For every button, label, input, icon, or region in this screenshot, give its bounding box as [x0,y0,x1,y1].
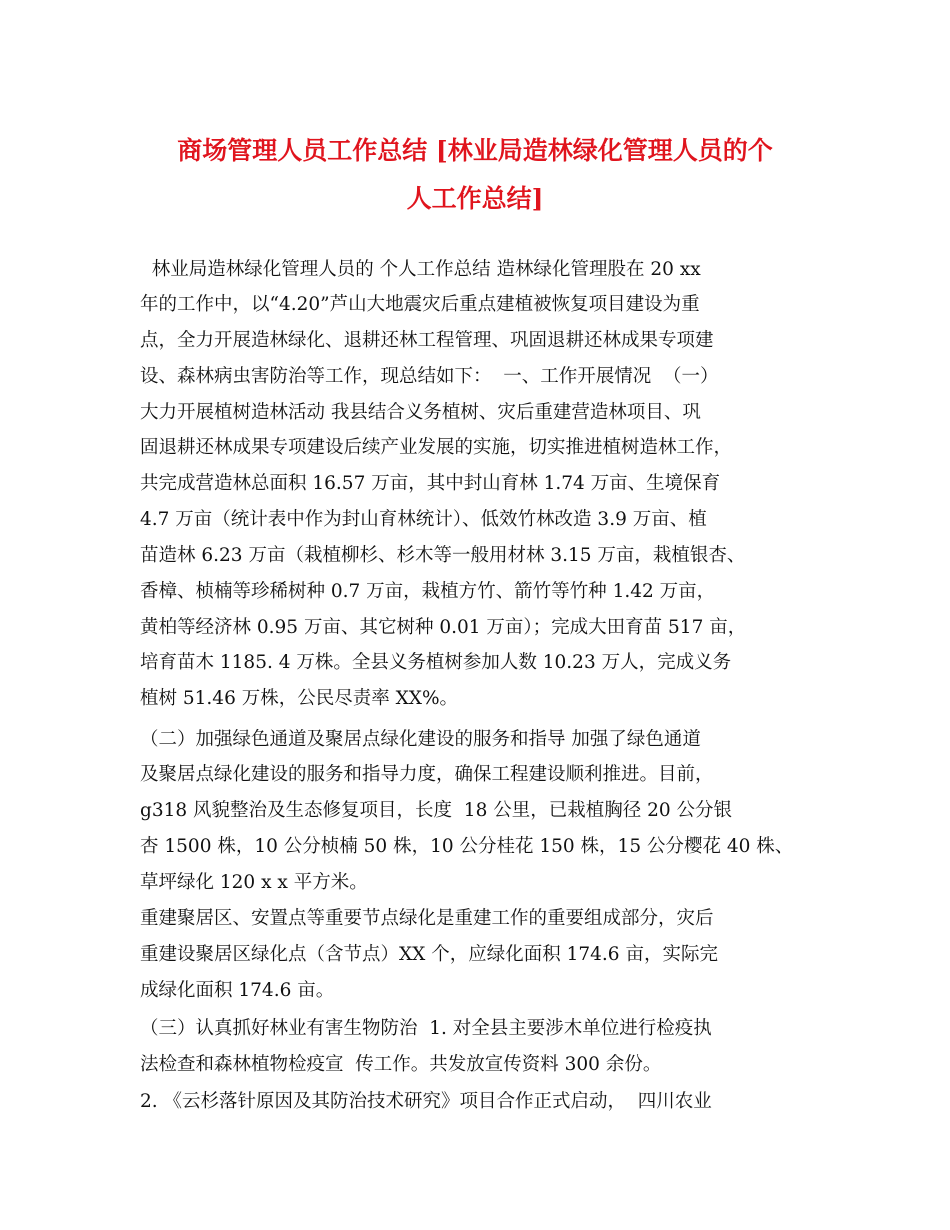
body-text-line: 固退耕还林成果专项建设后续产业发展的实施，切实推进植树造林工作， [140,437,733,458]
body-text-line: 黄柏等经济林 0.95 万亩、其它树种 0.01 万亩）；完成大田育苗 517 亩， [140,617,747,638]
body-text-line: 重建聚居区、安置点等重要节点绿化是重建工作的重要组成部分，灾后 [140,908,714,929]
body-text-line: 杏 1500 株，10 公分桢楠 50 株，10 公分桂花 150 株，15 公分樱花 40 株、 [140,836,794,857]
body-text-line: 香樟、桢楠等珍稀树种 0.7 万亩，栽植方竹、箭竹等竹种 1.42 万亩， [140,581,716,602]
body-text-line: 2. 《云杉落针原因及其防治技术研究》项目合作正式启动， 四川农业 [140,1091,712,1112]
body-text-line: 培育苗木 1185. 4 万株。全县义务植树参加人数 10.23 万人，完成义务 [140,652,732,673]
body-text-line: 法检查和森林植物检疫宣 传工作。共发放宣传资料 300 余份。 [140,1054,662,1075]
body-text-line: g318 风貌整治及生态修复项目，长度 18 公里，已栽植胸径 20 公分银 [140,800,733,821]
body-text-line: 共完成营造林总面积 16.57 万亩，其中封山育林 1.74 万亩、生境保育 [140,473,721,494]
body-text-line: 及聚居点绿化建设的服务和指导力度，确保工程建设顺利推进。目前， [140,764,714,785]
body-text-line: 苗造林 6.23 万亩（栽植柳杉、杉木等一般用材林 3.15 万亩，栽植银杏、 [140,545,746,566]
body-text-line: 年的工作中，以“4.20”芦山大地震灾后重点建植被恢复项目建设为重 [140,294,700,315]
body-text-line: （二）加强绿色通道及聚居点绿化建设的服务和指导 加强了绿色通道 [140,729,701,750]
body-text-line: 植树 51.46 万株，公民尽责率 XX%。 [140,688,459,709]
document-title-line-1: 商场管理人员工作总结 [林业局造林绿化管理人员的个 [177,136,773,165]
body-text-line: 成绿化面积 174.6 亩。 [140,980,335,1001]
body-text-line: 4.7 万亩（统计表中作为封山育林统计）、低效竹林改造 3.9 万亩、植 [140,509,707,530]
document-title-line-2: 人工作总结] [406,184,544,213]
body-text-line: 设、森林病虫害防治等工作，现总结如下： 一、工作开展情况 （一） [140,366,719,387]
body-text-line: 林业局造林绿化管理人员的 个人工作总结 造林绿化管理股在 20 xx [140,259,701,280]
body-text-line: 大力开展植树造林活动 我县结合义务植树、灾后重建营造林项目、巩 [140,402,701,423]
body-text-line: （三）认真抓好林业有害生物防治 1. 对全县主要涉木单位进行检疫执 [140,1018,712,1039]
body-text-line: 点，全力开展造林绿化、退耕还林工程管理、巩固退耕还林成果专项建 [140,330,714,351]
body-text-line: 重建设聚居区绿化点（含节点）XX 个，应绿化面积 174.6 亩，实际完 [140,944,718,965]
body-text-line: 草坪绿化 120 x x 平方米。 [140,872,368,893]
